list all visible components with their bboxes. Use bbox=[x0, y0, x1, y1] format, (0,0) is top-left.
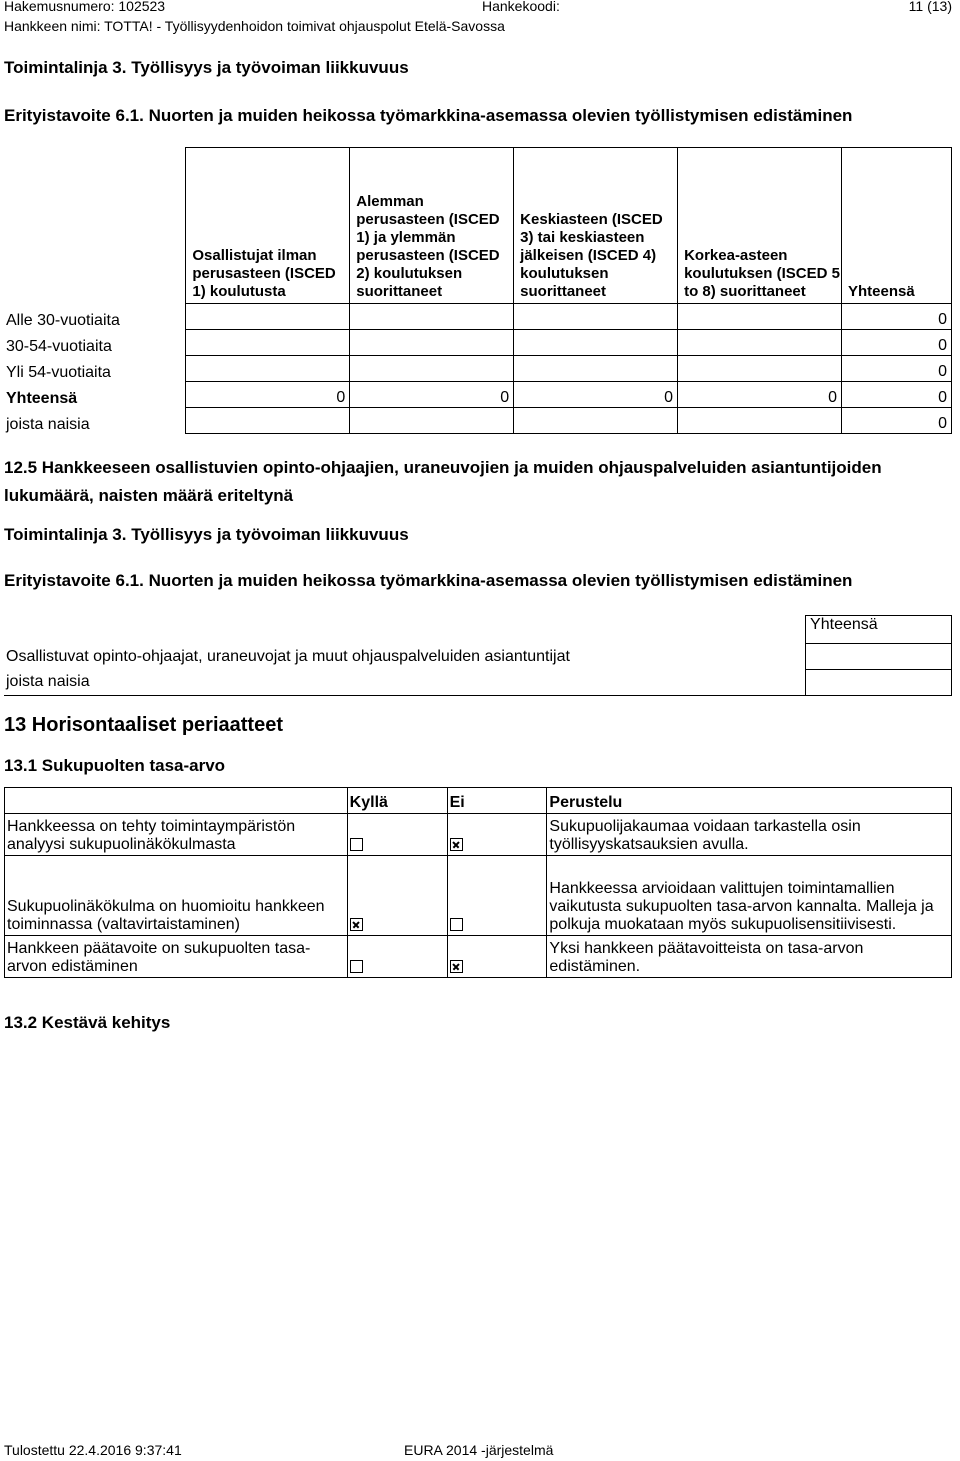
kylla-checkbox[interactable] bbox=[350, 838, 363, 851]
page-number: 11 (13) bbox=[908, 0, 952, 14]
print-timestamp: Tulostettu 22.4.2016 9:37:41 bbox=[4, 1442, 182, 1458]
table-row: Hankkeessa on tehty toimintaympäristön analyysi sukupuolinäkökulmasta Sukupuolijakaumaa voidaan tarkastella osin työllisyyskatsauksien avulla. bbox=[5, 814, 952, 856]
gender-equality-table bbox=[4, 787, 952, 978]
section-13-title: 13 Horisontaaliset periaatteet bbox=[4, 714, 283, 736]
table-row: Yhteensä 0 0 0 0 0 bbox=[4, 382, 952, 408]
table-header-row bbox=[4, 616, 952, 644]
table-row: 30-54-vuotiaita 0 bbox=[4, 330, 952, 356]
project-code-label: Hankekoodi: bbox=[482, 0, 560, 14]
column-header: Keskiasteen (ISCED 3) tai keskiasteen jälkeisen (ISCED 4) koulutuksen suorittaneet bbox=[514, 148, 678, 304]
section-13-1-heading: 13.1 Sukupuolten tasa-arvo bbox=[4, 756, 226, 775]
column-header: Yhteensä bbox=[841, 148, 951, 304]
table-header-row bbox=[5, 788, 952, 814]
project-name: Hankkeen nimi: TOTTA! - Työllisyydenhoidon toimivat ohjauspolut Etelä-Savossa bbox=[4, 18, 505, 34]
application-number: Hakemusnumero: 102523 bbox=[4, 0, 166, 14]
table-row: joista naisia 0 bbox=[4, 408, 952, 434]
table-row: Osallistuvat opinto-ohjaajat, uraneuvojat ja muut ohjauspalveluiden asiantuntijat bbox=[4, 644, 952, 670]
table-row: Yli 54-vuotiaita 0 bbox=[4, 356, 952, 382]
ei-checkbox-checked[interactable] bbox=[450, 960, 463, 973]
erityistavoite-heading: Erityistavoite 6.1. Nuorten ja muiden heikossa työmarkkina-asemassa olevien työllistymisen edistäminen bbox=[4, 571, 853, 590]
column-header: Alemman perusasteen (ISCED 1) ja ylemmän perusasteen (ISCED 2) koulutuksen suorittaneet bbox=[350, 148, 514, 304]
participants-education-table bbox=[4, 147, 952, 434]
column-header: Kyllä bbox=[347, 788, 447, 814]
toimintalinja-heading: Toimintalinja 3. Työllisyys ja työvoiman liikkuvuus bbox=[4, 525, 409, 544]
ei-checkbox[interactable] bbox=[450, 918, 463, 931]
table-row: Alle 30-vuotiaita 0 bbox=[4, 304, 952, 330]
table-row: joista naisia bbox=[4, 670, 952, 696]
ei-checkbox-checked[interactable] bbox=[450, 838, 463, 851]
advisors-total[interactable] bbox=[806, 644, 952, 670]
column-header: Korkea-asteen koulutuksen (ISCED 5 to 8) suorittaneet bbox=[678, 148, 842, 304]
column-header: Yhteensä bbox=[806, 616, 952, 644]
kylla-checkbox[interactable] bbox=[350, 960, 363, 973]
column-header: Perustelu bbox=[547, 788, 952, 814]
advisors-women[interactable] bbox=[806, 670, 952, 696]
table-row: Hankkeen päätavoite on sukupuolten tasa-arvon edistäminen Yksi hankkeen päätavoitteista on tasa-arvon edistäminen. bbox=[5, 936, 952, 978]
column-header: Osallistujat ilman perusasteen (ISCED 1) koulutusta bbox=[186, 148, 350, 304]
section-13-2-heading: 13.2 Kestävä kehitys bbox=[4, 1013, 171, 1032]
advisors-table bbox=[4, 615, 952, 696]
kylla-checkbox-checked[interactable] bbox=[350, 918, 363, 931]
table-row: Sukupuolinäkökulma on huomioitu hankkeen toiminnassa (valtavirtaistaminen) Hankkeessa arvioidaan valittujen toimintamallien vaikutusta sukupuolten tasa-arvon kannalta. Malleja ja polkuja muokataan myös sukupuolisensitiivisesti. bbox=[5, 856, 952, 936]
table-header-row bbox=[4, 148, 952, 304]
section-12-5-heading-cont: lukumäärä, naisten määrä eriteltynä bbox=[4, 486, 294, 505]
column-header: Ei bbox=[447, 788, 547, 814]
section-12-5-heading: 12.5 Hankkeeseen osallistuvien opinto-ohjaajien, uraneuvojien ja muiden ohjauspalveluiden asiantuntijoiden bbox=[4, 458, 882, 477]
toimintalinja-heading: Toimintalinja 3. Työllisyys ja työvoiman liikkuvuus bbox=[4, 58, 409, 77]
system-name: EURA 2014 -järjestelmä bbox=[404, 1442, 554, 1458]
erityistavoite-heading: Erityistavoite 6.1. Nuorten ja muiden heikossa työmarkkina-asemassa olevien työllistymisen edistäminen bbox=[4, 106, 853, 125]
